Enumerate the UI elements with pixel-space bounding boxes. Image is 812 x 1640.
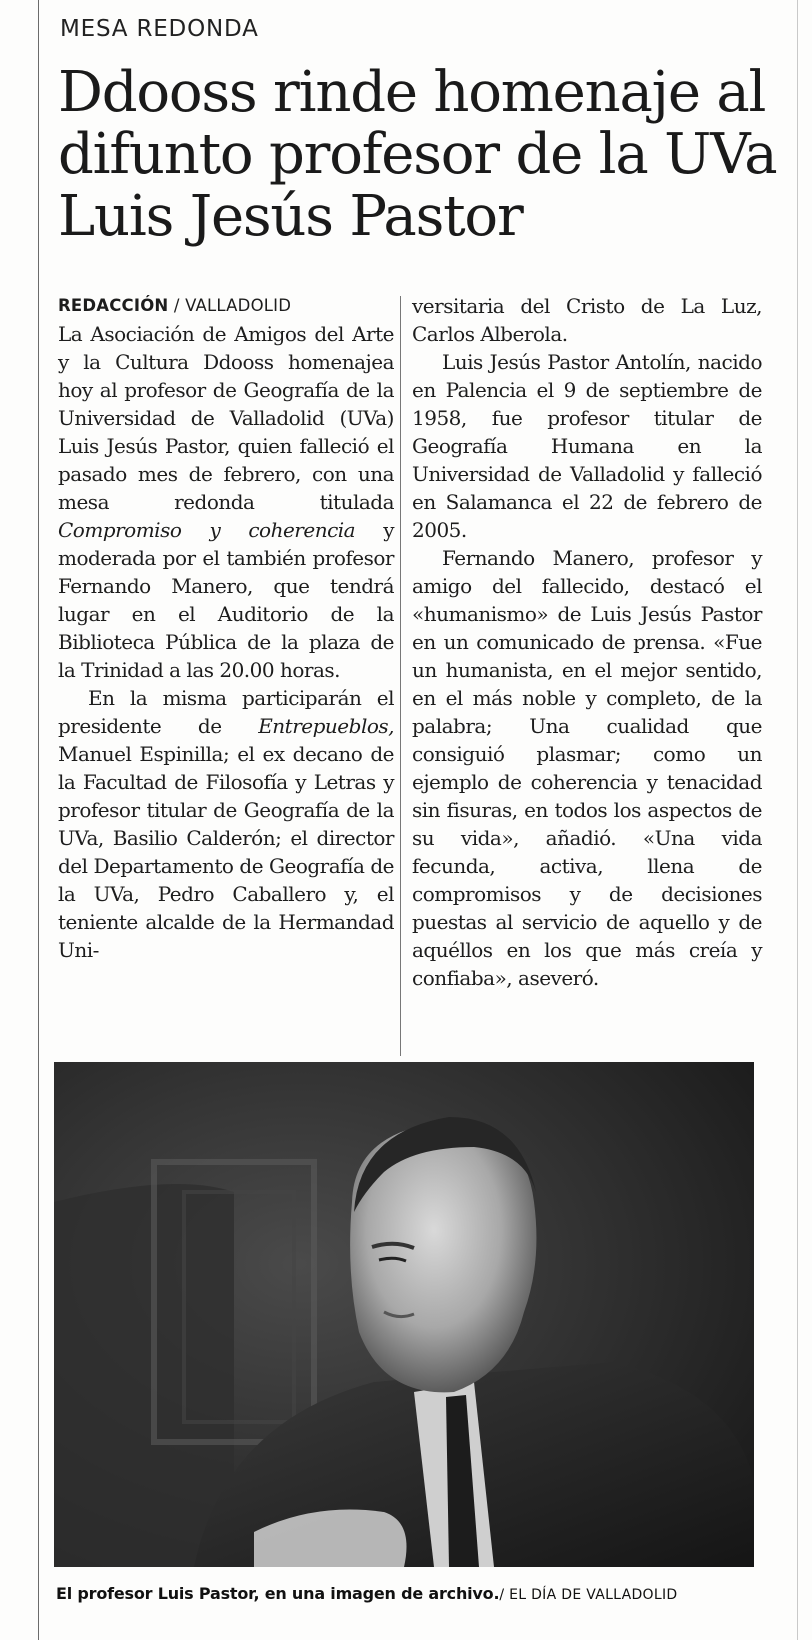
photo-caption	[56, 1584, 776, 1603]
headline: Ddooss rinde homenaje al difunto profesor de la UVa Luis Jesús Pastor	[58, 60, 777, 249]
right-margin-rule	[797, 0, 798, 1640]
paragraph-1-text-b: y moderada por el también profesor Fernando Manero, que tendrá lugar en el Auditorio de la Biblioteca Pública de la plaza de la Trinidad a las 20.00 horas.	[58, 518, 394, 682]
paragraph-4: Fernando Manero, profesor y amigo del fallecido, destacó el «humanismo» de Luis Jesús Pastor en un comunicado de prensa. «Fue un humanista, en el mejor sentido, en el más noble y completo, de la palabra; Una cualidad que consiguió plasmar; como un ejemplo de coherencia y tenacidad sin fisuras, en todos los aspectos de su vida», añadió. «Una vida fecunda, activa, llena de compromisos y de decisiones puestas al servicio de aquello y de aquéllos en los que más creía y confiaba», aseveró.	[412, 546, 762, 990]
byline-author: REDACCIÓN	[58, 296, 169, 315]
paragraph-1-title: Compromiso y coherencia	[58, 518, 356, 542]
paragraph-2-text-b: Manuel Espinilla; el ex decano de la Facultad de Filosofía y Letras y profesor titular de Geografía de la UVa, Basilio Calderón; el director del Departamento de Geografía de la UVa, Pedro Caballero y, el teniente alcalde de la Hermandad Uni-	[58, 742, 394, 962]
article-photo	[54, 1062, 754, 1567]
paragraph-2-org: Entrepueblos,	[258, 714, 394, 738]
byline	[58, 292, 394, 320]
paragraph-1	[58, 320, 394, 684]
left-margin-rule	[38, 0, 39, 1640]
paragraph-3: Luis Jesús Pastor Antolín, nacido en Palencia el 9 de septiembre de 1958, fue profesor titular de Geografía Humana en la Universidad de Valladolid y falleció en Salamanca el 22 de febrero de 2005.	[412, 350, 762, 542]
paragraph-2	[58, 684, 394, 964]
paragraph-continuation: versitaria del Cristo de La Luz, Carlos Alberola.	[412, 294, 762, 346]
photo-credit: EL DÍA DE VALLADOLID	[509, 1587, 678, 1603]
byline-place: VALLADOLID	[185, 296, 292, 315]
caption-separator: /	[499, 1587, 510, 1603]
caption-text: El profesor Luis Pastor, en una imagen de archivo.	[56, 1584, 500, 1603]
article-column-2	[412, 292, 762, 992]
section-label: MESA REDONDA	[60, 16, 259, 42]
portrait-photo	[54, 1062, 754, 1567]
column-divider	[400, 296, 401, 1056]
article-column-1	[58, 292, 394, 964]
byline-separator: /	[168, 296, 186, 315]
paragraph-2-text-a: En la misma participarán el presidente de	[58, 686, 394, 738]
paragraph-1-text-a: La Asociación de Amigos del Arte y la Cultura Ddooss homenajea hoy al profesor de Geografía de la Universidad de Valladolid (UVa) Luis Jesús Pastor, quien falleció el pasado mes de febrero, con una mesa redonda titulada	[58, 322, 394, 514]
